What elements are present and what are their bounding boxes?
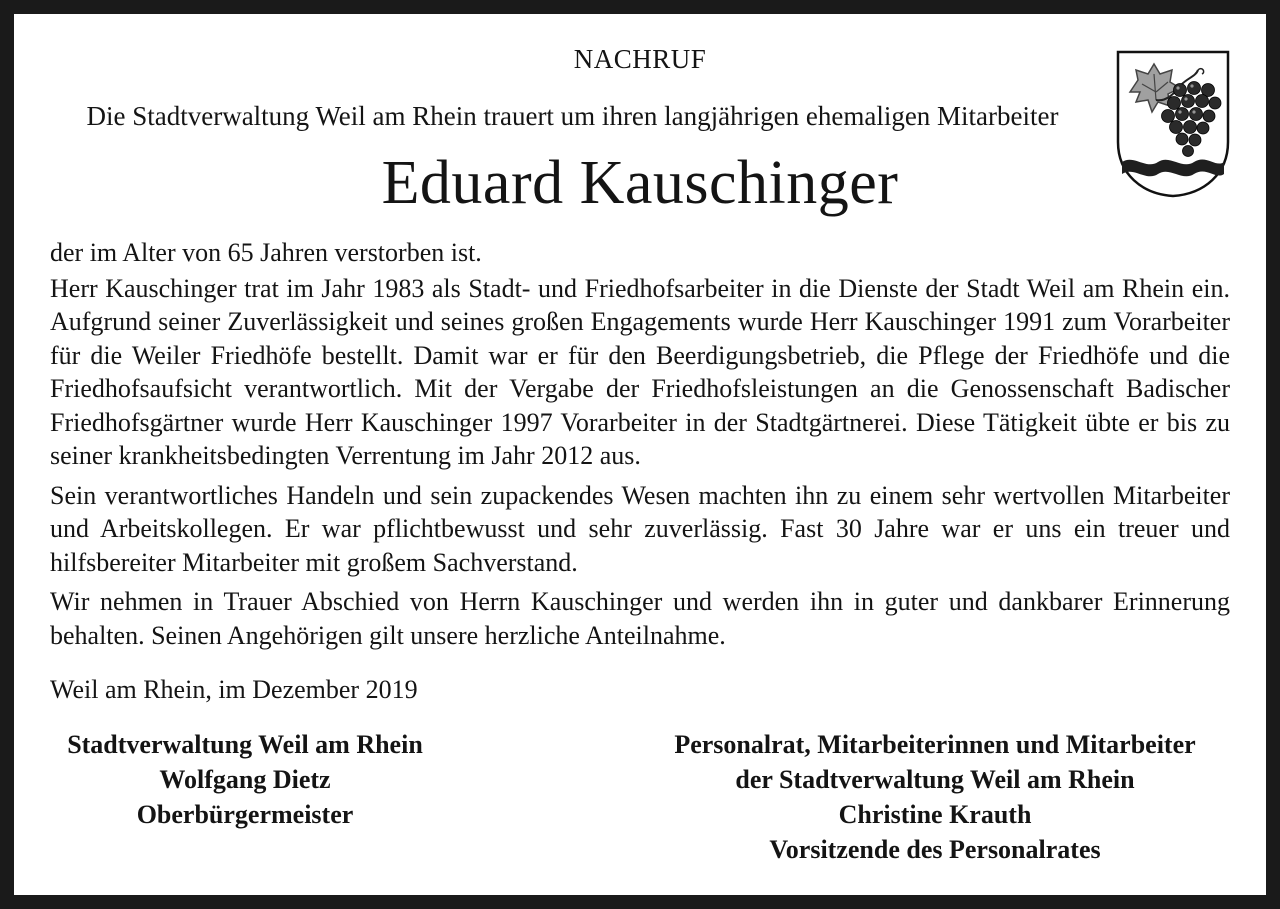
paragraph-career: Herr Kauschinger trat im Jahr 1983 als Stadt- und Friedhofsarbeiter in die Dienste der Stadt Weil am Rhein ein. Aufgrund seiner Zuverlässigkeit und seines großen Engagements wurde Herr Kauschinger 1991 zum Vorarbeiter für die Weiler Friedhöfe bestellt. Damit war er für den Beerdigungsbetrieb, die Pflege der Friedhöfe und die Friedhofsaufsicht verantwortlich. Mit der Vergabe der Friedhofsleistungen an die Genossenschaft Badischer Friedhofsgärtner wurde Herr Kauschinger 1997 Vorarbeiter in der Stadtgärtnerei. Diese Tätigkeit übte er bis zu seiner krankheitsbedingten Verrentung im Jahr 2012 aus. (50, 273, 1230, 470)
signature-right-name: Christine Krauth (838, 800, 1032, 829)
signature-left-org: Stadtverwaltung Weil am Rhein (67, 730, 423, 759)
signature-right-org-2: der Stadtverwaltung Weil am Rhein (735, 765, 1135, 794)
coat-of-arms-grape-icon (1116, 50, 1230, 198)
paragraph-age: der im Alter von 65 Jahren verstorben ist. (50, 238, 482, 267)
deceased-name: Eduard Kauschinger (381, 149, 899, 217)
signature-right (630, 727, 1240, 867)
place-date: Weil am Rhein, im Dezember 2019 (50, 675, 418, 704)
signature-right-title: Vorsitzende des Personalrates (769, 835, 1101, 864)
signature-left (40, 727, 450, 832)
signature-left-title: Oberbürgermeister (136, 800, 354, 829)
signature-left-name: Wolfgang Dietz (159, 765, 331, 794)
obituary-body (50, 236, 1230, 658)
intro-line: Die Stadtverwaltung Weil am Rhein trauert um ihren langjährigen ehemaligen Mitarbeiter (86, 101, 1059, 131)
paragraph-character: Sein verantwortliches Handeln und sein zupackendes Wesen machten ihn zu einem sehr wertvollen Mitarbeiter und Arbeitskollegen. Er war pflichtbewusst und sehr zuverlässig. Fast 30 Jahre war er uns ein treuer und hilfsbereiter Mitarbeiter mit großem Sachverstand. (50, 480, 1230, 577)
notice-heading: NACHRUF (573, 44, 707, 74)
signature-right-org-1: Personalrat, Mitarbeiterinnen und Mitarbeiter (674, 730, 1196, 759)
paragraph-farewell: Wir nehmen in Trauer Abschied von Herrn Kauschinger und werden ihn in guter und dankbarer Erinnerung behalten. Seinen Angehörigen gilt unsere herzliche Anteilnahme. (50, 587, 1230, 650)
